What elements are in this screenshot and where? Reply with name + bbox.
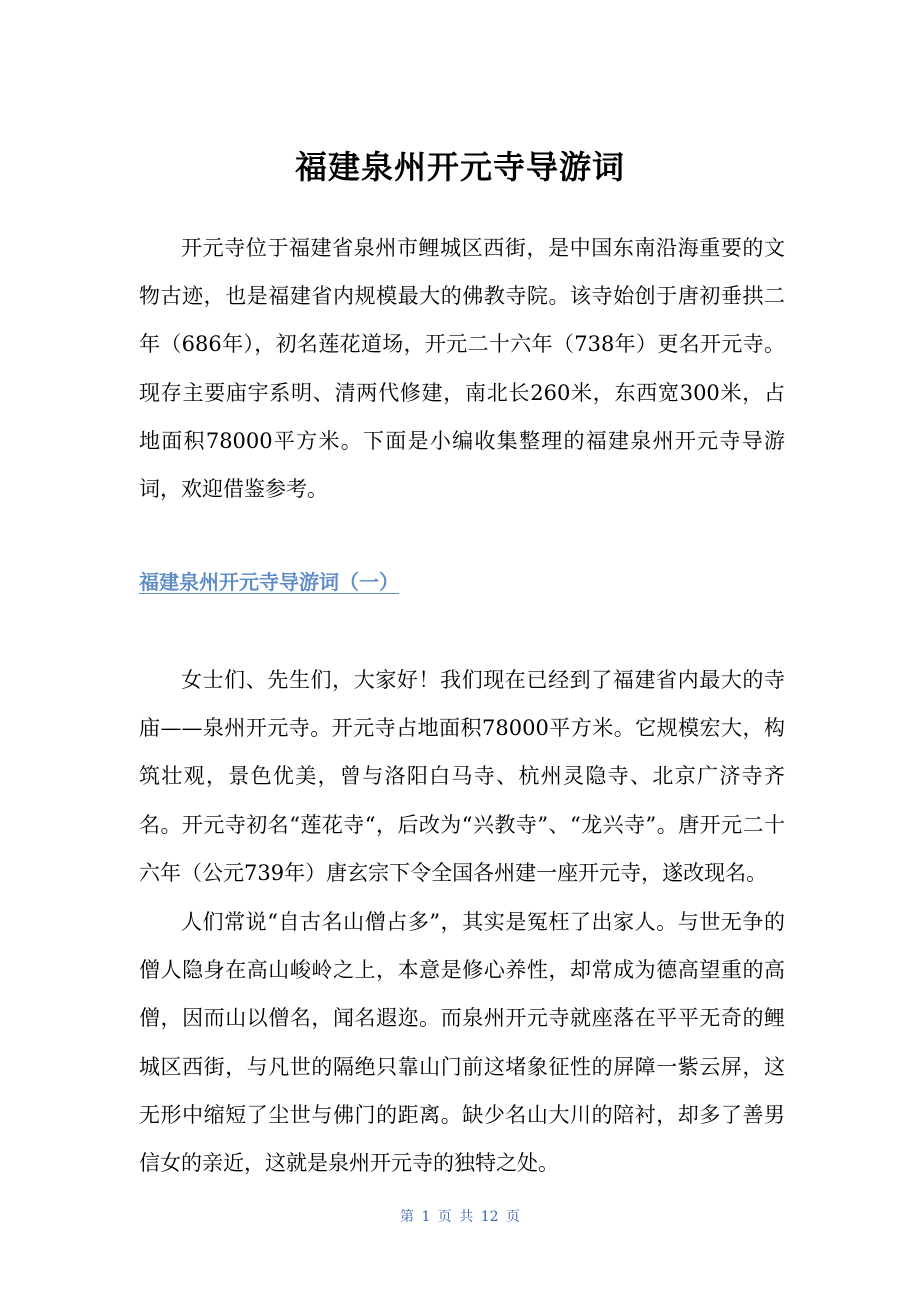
section-heading-link[interactable]: 福建泉州开元寺导游词（一） [139,570,399,594]
page-number-label: 第 1 页 共 12 页 [400,1209,520,1225]
document-title: 福建泉州开元寺导游词 [294,148,625,186]
body-paragraph-2: 人们常说“自古名山僧占多”，其实是冤枉了出家人。与世无争的僧人隐身在高山峻岭之上，本意是修心养性，却常成为德高望重的高僧，因而山以僧名，闻名遐迩。而泉州开元寺就座落在平平无奇的鲤城区西街，与凡世的隔绝只靠山门前这堵象征性的屏障一紫云屏，这无形中缩短了尘世与佛门的距离。缺少名山大川的陪衬，却多了善男信女的亲近，这就是泉州开元寺的独特之处。 [139,910,785,1176]
page-footer [0,1206,920,1228]
intro-paragraph: 开元寺位于福建省泉州市鲤城区西街，是中国东南沿海重要的文物古迹，也是福建省内规模最大的佛教寺院。该寺始创于唐初垂拱二年（686年），初名莲花道场，开元二十六年（738年）更名开元寺。现存主要庙宇系明、清两代修建，南北长260米，东西宽300米，占地面积78000平方米。下面是小编收集整理的福建泉州开元寺导游词，欢迎借鉴参考。 [139,236,785,502]
body-paragraph-1: 女士们、先生们，大家好！我们现在已经到了福建省内最大的寺庙——泉州开元寺。开元寺占地面积78000平方米。它规模宏大，构筑壮观，景色优美，曾与洛阳白马寺、杭州灵隐寺、北京广济寺齐名。开元寺初名“莲花寺“，后改为“兴教寺”、“龙兴寺”。唐开元二十六年（公元739年）唐玄宗下令全国各州建一座开元寺，遂改现名。 [139,668,785,885]
